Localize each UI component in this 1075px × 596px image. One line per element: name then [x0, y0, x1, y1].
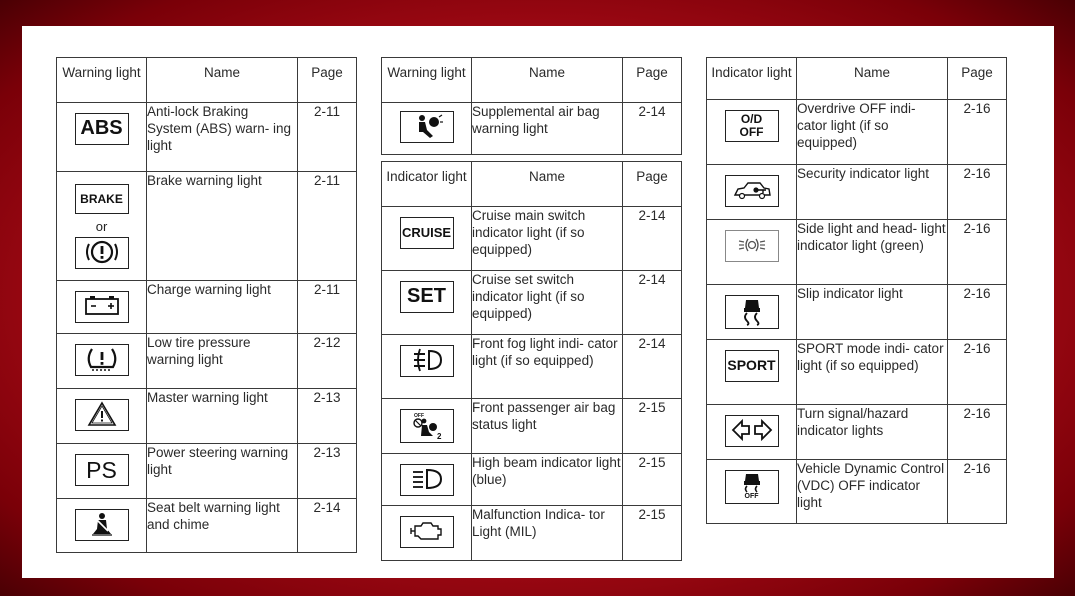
- page-ref: 2-16: [948, 405, 1007, 460]
- header-page: Page: [623, 162, 682, 207]
- od-label: O/D: [740, 112, 763, 126]
- turn-signal-icon: [725, 415, 779, 447]
- light-name: Charge warning light: [147, 281, 298, 334]
- header-page: Page: [948, 58, 1007, 100]
- brake-icon: BRAKE: [75, 184, 129, 214]
- sport-icon: SPORT: [725, 350, 779, 382]
- page-ref: 2-16: [948, 285, 1007, 340]
- power-steering-icon: PS: [75, 454, 129, 486]
- table-row: [707, 460, 1007, 524]
- table-row: [57, 172, 357, 281]
- page-ref: 2-11: [298, 281, 357, 334]
- light-name: Turn signal/hazard indicator lights: [797, 405, 948, 460]
- table-row: [707, 220, 1007, 285]
- light-name: Low tire pressure warning light: [147, 334, 298, 389]
- page-ref: 2-16: [948, 165, 1007, 220]
- vdc-off-label: OFF: [744, 493, 759, 500]
- page-ref: 2-14: [623, 271, 682, 335]
- tire-pressure-icon: [75, 344, 129, 376]
- high-beam-icon: [400, 464, 454, 496]
- page-ref: 2-13: [298, 389, 357, 444]
- light-name: Front fog light indi- cator light (if so equipped): [472, 335, 623, 399]
- header-warning-light: Warning light: [57, 58, 147, 103]
- table-row: [382, 335, 682, 399]
- light-name: Brake warning light: [147, 172, 298, 281]
- table-row: [382, 271, 682, 335]
- brake-circle-icon: [75, 237, 129, 269]
- light-name: Seat belt warning light and chime: [147, 499, 298, 553]
- header-page: Page: [623, 58, 682, 103]
- light-name: SPORT mode indi- cator light (if so equipped): [797, 340, 948, 405]
- table-row: [382, 399, 682, 454]
- manual-page: [22, 26, 1054, 578]
- page-ref: 2-16: [948, 340, 1007, 405]
- table-row: [382, 103, 682, 155]
- indicator-lights-table-2: [706, 57, 1007, 524]
- front-fog-icon: [400, 345, 454, 377]
- table-row: [57, 281, 357, 334]
- engine-icon: [400, 516, 454, 548]
- light-name: Front passenger air bag status light: [472, 399, 623, 454]
- table-row: [57, 499, 357, 553]
- slip-icon: [725, 295, 779, 329]
- table-header-row: [382, 58, 682, 103]
- passenger-airbag-icon: [400, 409, 454, 443]
- header-indicator-light: Indicator light: [707, 58, 797, 100]
- light-name: Side light and head- light indicator light (green): [797, 220, 948, 285]
- side-light-icon: [725, 230, 779, 262]
- page-ref: 2-12: [298, 334, 357, 389]
- table-row: [707, 285, 1007, 340]
- light-name: Malfunction Indica- tor Light (MIL): [472, 506, 623, 561]
- light-name: Anti-lock Braking System (ABS) warn- ing light: [147, 103, 298, 172]
- light-name: High beam indicator light (blue): [472, 454, 623, 506]
- light-name: Cruise main switch indicator light (if so equipped): [472, 207, 623, 271]
- light-name: Power steering warning light: [147, 444, 298, 499]
- table-row: [382, 454, 682, 506]
- light-name: Master warning light: [147, 389, 298, 444]
- light-name: Overdrive OFF indi- cator light (if so equipped): [797, 100, 948, 165]
- table-row: [707, 340, 1007, 405]
- light-name: Slip indicator light: [797, 285, 948, 340]
- cruise-icon: CRUISE: [400, 217, 454, 249]
- or-label: or: [95, 219, 108, 234]
- set-icon: SET: [400, 281, 454, 313]
- table-row: [57, 103, 357, 172]
- light-name: Vehicle Dynamic Control (VDC) OFF indicator light: [797, 460, 948, 524]
- table-row: [57, 334, 357, 389]
- table-row: [382, 506, 682, 561]
- indicator-lights-table: [381, 161, 682, 561]
- security-icon: [725, 175, 779, 207]
- light-name: Security indicator light: [797, 165, 948, 220]
- table-row: [57, 389, 357, 444]
- header-name: Name: [797, 58, 948, 100]
- abs-icon: ABS: [75, 113, 129, 145]
- od-off-icon: [725, 110, 779, 142]
- page-ref: 2-16: [948, 220, 1007, 285]
- page-ref: 2-15: [623, 506, 682, 561]
- master-warning-icon: [75, 399, 129, 431]
- page-ref: 2-14: [623, 207, 682, 271]
- table-row: [57, 444, 357, 499]
- table-header-row: [707, 58, 1007, 100]
- off-label: OFF: [739, 125, 764, 139]
- page-ref: 2-15: [623, 399, 682, 454]
- table-header-row: [382, 162, 682, 207]
- header-name: Name: [147, 58, 298, 103]
- svg-text:OFF: OFF: [413, 413, 424, 419]
- light-name: Cruise set switch indicator light (if so equipped): [472, 271, 623, 335]
- header-page: Page: [298, 58, 357, 103]
- header-indicator-light: Indicator light: [382, 162, 472, 207]
- warning-lights-table-2: [381, 57, 682, 155]
- page-ref: 2-11: [298, 103, 357, 172]
- seat-belt-icon: [75, 509, 129, 541]
- table-row: [707, 100, 1007, 165]
- header-name: Name: [472, 58, 623, 103]
- battery-icon: [75, 291, 129, 323]
- warning-lights-table: [56, 57, 357, 553]
- page-ref: 2-13: [298, 444, 357, 499]
- header-warning-light: Warning light: [382, 58, 472, 103]
- page-ref: 2-14: [623, 103, 682, 155]
- svg-text:2: 2: [436, 432, 441, 440]
- page-ref: 2-11: [298, 172, 357, 281]
- page-ref: 2-14: [623, 335, 682, 399]
- table-header-row: [57, 58, 357, 103]
- page-ref: 2-16: [948, 460, 1007, 524]
- page-ref: 2-15: [623, 454, 682, 506]
- light-name: Supplemental air bag warning light: [472, 103, 623, 155]
- vdc-off-icon: [725, 470, 779, 504]
- header-name: Name: [472, 162, 623, 207]
- page-ref: 2-14: [298, 499, 357, 553]
- airbag-icon: [400, 111, 454, 143]
- page-ref: 2-16: [948, 100, 1007, 165]
- table-row: [707, 165, 1007, 220]
- table-row: [707, 405, 1007, 460]
- table-row: [382, 207, 682, 271]
